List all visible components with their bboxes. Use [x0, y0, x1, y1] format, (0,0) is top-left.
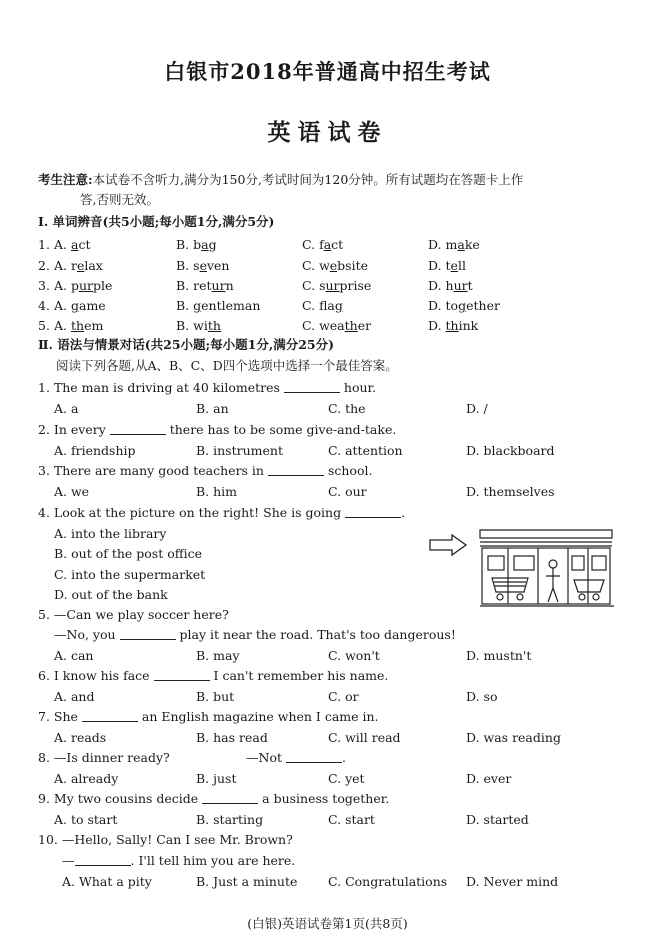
section1-q3-option-d: D. hurt [428, 278, 473, 293]
q3-stem-b: school. [327, 463, 373, 478]
q7-option-c: C. will read [328, 730, 401, 745]
section1-q4-option-d: D. together [428, 298, 500, 313]
q1-option-a: A. a [54, 401, 79, 416]
section1-q1-number: 1. [38, 237, 50, 252]
q8-option-a: A. already [54, 771, 119, 786]
section2-instruction: 阅读下列各题,从A、B、C、D四个选项中选择一个最佳答案。 [56, 358, 398, 373]
notice-text-a: 本试卷不含听力,满分为150分,考试时间为120分钟。所有试题均在答题卡上作 [92, 172, 524, 187]
storefront-illustration [480, 530, 614, 606]
q7-stem [38, 709, 379, 725]
q5-stem1: 5. —Can we play soccer here? [38, 607, 229, 622]
section1-q1-option-d: D. make [428, 237, 480, 252]
q8-option-b: B. just [196, 771, 237, 786]
section1-q5-option-c: C. weather [302, 318, 372, 333]
q2-option-c: C. attention [328, 443, 403, 458]
q4-stem [38, 505, 405, 521]
arrow-icon [430, 535, 466, 555]
q4-stem-a: 4. Look at the picture on the right! She is going [38, 505, 342, 520]
section1-q5-option-b: B. with [176, 318, 221, 333]
q2-option-d: D. blackboard [466, 443, 555, 458]
q1-stem [38, 380, 376, 396]
q7-option-a: A. reads [54, 730, 107, 745]
q9-stem [38, 791, 389, 807]
section1-q3-number: 3. [38, 278, 50, 293]
q1-option-d: D. / [466, 401, 488, 416]
section1-q1-option-a: A. act [54, 237, 91, 252]
q8-stem-b-wrap [246, 750, 346, 766]
q7-blank [82, 709, 138, 722]
q8-stem-b: —Not [246, 750, 282, 765]
page-footer: (白银)英语试卷第1页(共8页) [247, 916, 408, 931]
q2-blank [110, 422, 166, 435]
section1-q3-option-b: B. return [176, 278, 234, 293]
notice-label: 考生注意: [38, 172, 93, 187]
q5-stem2-b: play it near the road. That's too dangerous! [179, 627, 456, 642]
q8-stem-c: . [341, 750, 346, 765]
q10-option-c: C. Congratulations [328, 874, 448, 889]
section2-heading: Ⅱ. 语法与情景对话(共25小题;每小题1分,满分25分) [38, 337, 335, 352]
section1-q4-option-b: B. gentleman [176, 298, 261, 313]
q4-stem-b: . [401, 505, 406, 520]
q9-option-c: C. start [328, 812, 375, 827]
notice [38, 172, 628, 188]
q9-stem-a: 9. My two cousins decide [38, 791, 199, 806]
q10-option-b: B. Just a minute [196, 874, 298, 889]
q6-option-c: C. or [328, 689, 359, 704]
q8-option-c: C. yet [328, 771, 365, 786]
q3-blank [268, 463, 324, 476]
section1-q2-number: 2. [38, 258, 50, 273]
q9-blank [202, 791, 258, 804]
section1-q5-option-a: A. them [54, 318, 104, 333]
section1-q5-number: 5. [38, 318, 50, 333]
q3-stem [38, 463, 372, 479]
q8-option-d: D. ever [466, 771, 512, 786]
q2-option-a: A. friendship [54, 443, 136, 458]
q7-option-b: B. has read [196, 730, 268, 745]
q10-blank [75, 853, 131, 866]
q1-option-b: B. an [196, 401, 229, 416]
q4-option-d: D. out of the bank [54, 587, 168, 602]
q10-stem2 [62, 853, 295, 869]
section1-q5-option-d: D. think [428, 318, 479, 333]
section1-q4-number: 4. [38, 298, 50, 313]
section1-q4-option-a: A. game [54, 298, 106, 313]
q1-option-c: C. the [328, 401, 366, 416]
exam-subtitle: 英语试卷 [267, 119, 388, 146]
section1-q1-option-b: B. bag [176, 237, 217, 252]
q8-stem-a: 8. —Is dinner ready? [38, 750, 170, 765]
q5-option-c: C. won't [328, 648, 380, 663]
q4-option-a: A. into the library [54, 526, 167, 541]
q4-option-b: B. out of the post office [54, 546, 203, 561]
q2-stem-b: there has to be some give-and-take. [169, 422, 397, 437]
q5-blank [120, 627, 176, 640]
q6-option-d: D. so [466, 689, 498, 704]
q1-stem-b: hour. [343, 380, 377, 395]
q9-stem-b: a business together. [262, 791, 390, 806]
q8-blank [286, 750, 342, 763]
q7-stem-b: an English magazine when I came in. [141, 709, 379, 724]
q3-option-a: A. we [54, 484, 90, 499]
q10-stem2-b: . I'll tell him you are here. [130, 853, 296, 868]
q5-stem2 [54, 627, 456, 643]
q7-stem-a: 7. She [38, 709, 78, 724]
section1-q2-option-b: B. seven [176, 258, 230, 273]
notice-text-b: 答,否则无效。 [80, 192, 159, 207]
q5-option-d: D. mustn't [466, 648, 532, 663]
q10-option-a: A. What a pity [62, 874, 152, 889]
q7-option-d: D. was reading [466, 730, 561, 745]
q6-stem [38, 668, 388, 684]
supermarket-picture [428, 526, 614, 608]
q10-stem2-a: — [62, 853, 75, 868]
q3-option-c: C. our [328, 484, 367, 499]
q5-option-b: B. may [196, 648, 240, 663]
q2-stem-a: 2. In every [38, 422, 106, 437]
q9-option-b: B. starting [196, 812, 264, 827]
section1-q3-option-a: A. purple [54, 278, 113, 293]
q4-option-c: C. into the supermarket [54, 567, 206, 582]
q2-option-b: B. instrument [196, 443, 283, 458]
q2-stem [38, 422, 396, 438]
q6-stem-a: 6. I know his face [38, 668, 150, 683]
q6-stem-b: I can't remember his name. [213, 668, 389, 683]
section1-q4-option-c: C. flag [302, 298, 343, 313]
section1-q2-option-a: A. relax [54, 258, 103, 273]
q9-option-d: D. started [466, 812, 529, 827]
q6-blank [154, 668, 210, 681]
exam-title: 白银市2018年普通高中招生考试 [164, 59, 491, 84]
q1-stem-a: 1. The man is driving at 40 kilometres [38, 380, 280, 395]
q9-option-a: A. to start [54, 812, 118, 827]
q4-blank [345, 505, 401, 518]
q5-stem2-a: —No, you [54, 627, 116, 642]
section1-q3-option-c: C. surprise [302, 278, 372, 293]
q5-option-a: A. can [54, 648, 94, 663]
section1-q2-option-d: D. tell [428, 258, 466, 273]
section1-q1-option-c: C. fact [302, 237, 344, 252]
q3-option-b: B. him [196, 484, 238, 499]
q6-option-b: B. but [196, 689, 235, 704]
section1-q2-option-c: C. website [302, 258, 369, 273]
q3-stem-a: 3. There are many good teachers in [38, 463, 264, 478]
q6-option-a: A. and [54, 689, 95, 704]
q10-stem1: 10. —Hello, Sally! Can I see Mr. Brown? [38, 832, 293, 847]
q3-option-d: D. themselves [466, 484, 555, 499]
q1-blank [284, 380, 340, 393]
section1-heading: Ⅰ. 单词辨音(共5小题;每小题1分,满分5分) [38, 214, 275, 229]
q10-option-d: D. Never mind [466, 874, 559, 889]
